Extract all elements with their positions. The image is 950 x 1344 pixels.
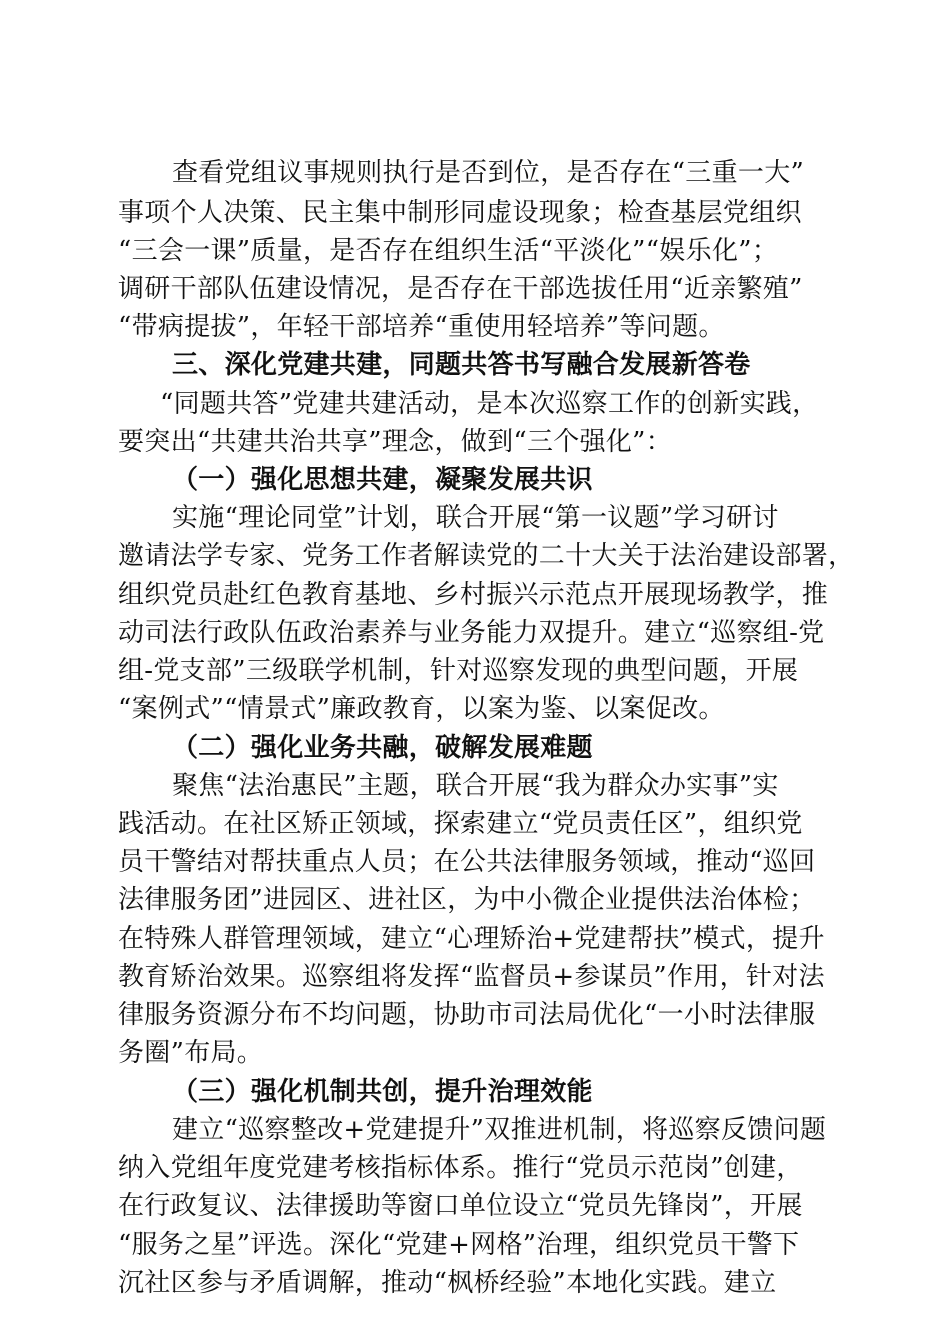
subsection-heading-1: （一）强化思想共建，凝聚发展共识 — [172, 465, 593, 495]
intro-line-1: “同题共答”党建共建活动，是本次巡察工作的创新实践， — [160, 389, 819, 419]
para1-line-2: 事项个人决策、民主集中制形同虚设现象；检查基层党组织 — [118, 198, 802, 228]
section-heading: 三、深化党建共建，同题共答书写融合发展新答卷 — [172, 350, 751, 380]
sub1-line-6: “案例式”“情景式”廉政教育，以案为鉴、以案促改。 — [118, 694, 725, 724]
para1-line-1: 查看党组议事规则执行是否到位，是否存在“三重一大” — [172, 158, 805, 188]
sub2-line-8: 务圈”布局。 — [118, 1038, 264, 1068]
sub2-line-3: 员干警结对帮扶重点人员；在公共法律服务领域，推动“巡回 — [118, 847, 816, 877]
para1-line-4: 调研干部队伍建设情况，是否存在干部选拔任用“近亲繁殖” — [118, 274, 803, 304]
sub2-line-1: 聚焦“法治惠民”主题，联合开展“我为群众办实事”实 — [172, 771, 779, 801]
sub2-line-2: 践活动。在社区矫正领域，探索建立“党员责任区”，组织党 — [118, 809, 803, 839]
sub2-line-6: 教育矫治效果。巡察组将发挥“监督员+参谋员”作用，针对法 — [118, 962, 825, 992]
sub2-line-7: 律服务资源分布不均问题，协助市司法局优化“一小时法律服 — [118, 1000, 816, 1030]
sub1-line-5: 组-党支部”三级联学机制，针对巡察发现的典型问题，开展 — [118, 656, 799, 686]
sub1-line-3: 组织党员赴红色教育基地、乡村振兴示范点开展现场教学，推 — [118, 580, 829, 610]
para1-line-5: “带病提拔”，年轻干部培养“重使用轻培养”等问题。 — [118, 312, 725, 342]
intro-line-2: 要突出“共建共治共享”理念，做到“三个强化”： — [118, 427, 673, 457]
sub1-line-4: 动司法行政队伍政治素养与业务能力双提升。建立“巡察组-党 — [118, 618, 825, 648]
sub1-line-2: 邀请法学专家、党务工作者解读党的二十大关于法治建设部署， — [118, 541, 855, 571]
sub3-line-5: 沉社区参与矛盾调解，推动“枫桥经验”本地化实践。建立 — [118, 1268, 777, 1298]
sub3-line-1: 建立“巡察整改+党建提升”双推进机制，将巡察反馈问题 — [172, 1115, 827, 1145]
sub2-line-4: 法律服务团”进园区、进社区，为中小微企业提供法治体检； — [118, 885, 816, 915]
sub2-line-5: 在特殊人群管理领域，建立“心理矫治+党建帮扶”模式，提升 — [118, 924, 825, 954]
para1-line-3: “三会一课”质量，是否存在组织生活“平淡化”“娱乐化”； — [118, 236, 779, 266]
subsection-heading-3: （三）强化机制共创，提升治理效能 — [172, 1077, 593, 1107]
sub1-line-1: 实施“理论同堂”计划，联合开展“第一议题”学习研讨 — [172, 503, 779, 533]
sub3-line-2: 纳入党组年度党建考核指标体系。推行“党员示范岗”创建， — [118, 1153, 803, 1183]
sub3-line-3: 在行政复议、法律援助等窗口单位设立“党员先锋岗”，开展 — [118, 1191, 803, 1221]
sub3-line-4: “服务之星”评选。深化“党建+网格”治理，组织党员干警下 — [118, 1230, 800, 1260]
subsection-heading-2: （二）强化业务共融，破解发展难题 — [172, 733, 593, 763]
